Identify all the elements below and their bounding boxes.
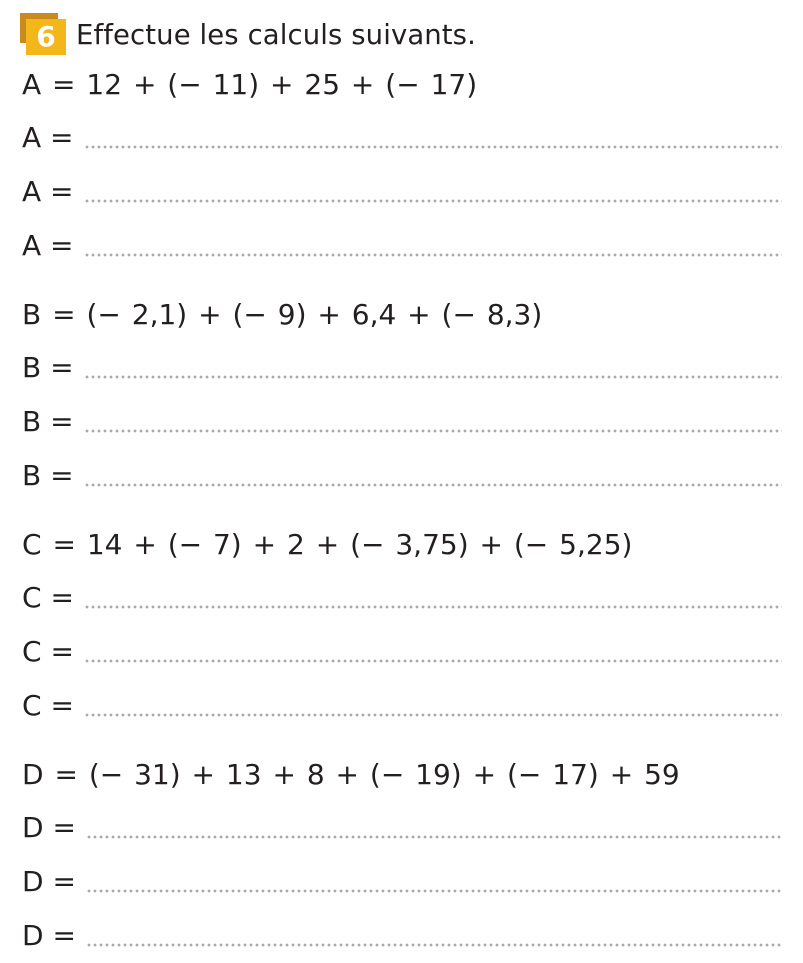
dotted-answer-field[interactable]	[84, 483, 782, 487]
dotted-answer-field[interactable]	[86, 943, 782, 947]
calc-group-d	[22, 748, 782, 962]
expression-a: A = 12 + (− 11) + 25 + (− 17)	[22, 67, 478, 101]
answer-line[interactable]	[22, 678, 782, 732]
answer-label: B =	[22, 350, 74, 384]
expression-d: D = (− 31) + 13 + 8 + (− 19) + (− 17) + 59	[22, 757, 680, 791]
answer-line[interactable]	[22, 624, 782, 678]
calc-group-c	[22, 518, 782, 732]
answer-line[interactable]	[22, 218, 782, 272]
answer-label: A =	[22, 120, 74, 154]
dotted-answer-field[interactable]	[84, 713, 782, 717]
dotted-answer-field[interactable]	[84, 605, 782, 609]
answer-line[interactable]	[22, 800, 782, 854]
answer-label: D =	[22, 918, 76, 952]
dotted-answer-field[interactable]	[84, 253, 782, 257]
calc-group-b	[22, 288, 782, 502]
answer-label: B =	[22, 458, 74, 492]
dotted-answer-field[interactable]	[84, 659, 782, 663]
calc-group-a	[22, 58, 782, 272]
answer-label: B =	[22, 404, 74, 438]
answer-line[interactable]	[22, 570, 782, 624]
dotted-answer-field[interactable]	[86, 889, 782, 893]
exercise-content	[22, 58, 782, 962]
answer-label: C =	[22, 688, 74, 722]
exercise-header	[20, 10, 476, 58]
answer-line[interactable]	[22, 908, 782, 962]
expression-c: C = 14 + (− 7) + 2 + (− 3,75) + (− 5,25)	[22, 527, 633, 561]
answer-label: A =	[22, 174, 74, 208]
answer-line[interactable]	[22, 854, 782, 908]
dotted-answer-field[interactable]	[86, 835, 782, 839]
answer-line[interactable]	[22, 340, 782, 394]
answer-label: C =	[22, 580, 74, 614]
answer-line[interactable]	[22, 394, 782, 448]
answer-line[interactable]	[22, 448, 782, 502]
exercise-title: Effectue les calculs suivants.	[76, 19, 476, 51]
answer-label: C =	[22, 634, 74, 668]
exercise-number-badge	[20, 13, 66, 55]
dotted-answer-field[interactable]	[84, 375, 782, 379]
answer-label: D =	[22, 810, 76, 844]
dotted-answer-field[interactable]	[84, 199, 782, 203]
answer-label: D =	[22, 864, 76, 898]
exercise-number: 6	[26, 19, 66, 55]
expression-b: B = (− 2,1) + (− 9) + 6,4 + (− 8,3)	[22, 297, 543, 331]
dotted-answer-field[interactable]	[84, 429, 782, 433]
answer-line[interactable]	[22, 110, 782, 164]
answer-line[interactable]	[22, 164, 782, 218]
dotted-answer-field[interactable]	[84, 145, 782, 149]
answer-label: A =	[22, 228, 74, 262]
